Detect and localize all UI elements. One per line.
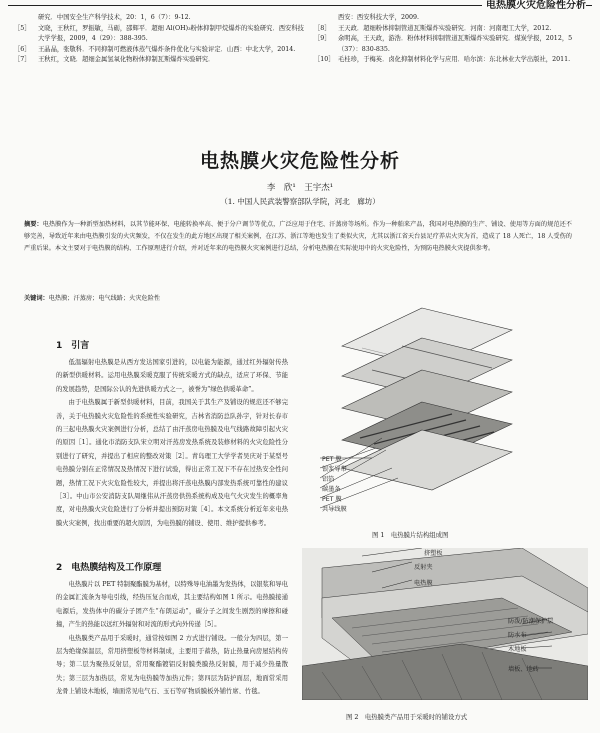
figure1-caption: 图 1 电热膜片结构组成图: [372, 531, 449, 539]
reference-item: ［8］ 王天政．超细粉体抑制管道瓦斯爆炸实验研究．河南：河南理工大学，2012.: [314, 24, 552, 32]
paper-title: 电热膜火灾危险性分析: [199, 150, 400, 172]
references-left-column: [14, 13, 304, 66]
running-title: 电热膜火灾危险性分析: [482, 0, 586, 11]
figure1-label: 碳墨条: [322, 486, 341, 493]
author-affiliation: （1. 中国人民武装警察部队学院，河北 廊坊）: [220, 197, 380, 206]
keywords-label: 关键词：: [24, 295, 49, 302]
running-header: [0, 0, 600, 11]
references-right-column: [314, 13, 586, 66]
figure2-label: 木地板: [508, 646, 527, 653]
intro-body: [56, 356, 288, 530]
body-paragraph: 低温辐射电热膜是从西方发达国家引进的，以电能为能源，通过红外辐射传热的新型供暖材料。运用电热膜采暖克服了传统采暖方式的缺点，适应了环保、节能的发展趋势，是国际公认的先进供暖方式之一，被誉为“绿色供暖革命”。: [56, 359, 288, 393]
figure2-label: 电热膜: [414, 580, 433, 587]
reference-item: ［6］ 王晶晶，张敬科．不同抑制可燃液体蒸气爆炸条件优化与实验评定．山西：中北大学，2014.: [14, 45, 296, 53]
section-heading-structure: 2 电热膜结构及工作原理: [56, 563, 162, 573]
reference-item: ［9］ 余明高，王天政，游浩．粉体材料抑制管道瓦斯爆炸实验研究．煤炭学报，2012，5（37）：830-835.: [314, 35, 573, 53]
body-paragraph: 电热膜类产品用于采暖时，通常按如图 2 方式进行铺设。一般分为四层，第一层为绝缘保温层，常用挤塑板等材料制成，主要用于蓄热，防止热量向房屋结构传导；第二层为聚热反射层，常用聚酯镀铝反射膜类膜热反射膜，用于减少热量散失；第三层为加热层，常见为电热膜等加热元件；第四层为防护面层，地面常采用龙骨上铺设木地板，墙面常见电气石、玉石等矿物质膜板外铺竹席、竹毯。: [56, 634, 288, 696]
figure2-label: 防水布: [508, 632, 527, 639]
figure1-label: 共导线膜: [322, 506, 347, 513]
paper-authors: 李 欣¹ 王宇杰¹: [266, 183, 334, 193]
figure2-label: 防泼/防潮保护层: [508, 618, 554, 625]
figure2-label: 挤塑板: [424, 550, 443, 557]
reference-item: 研究．中国安全生产科学技术，20：1，6（7）：9-12.: [38, 14, 191, 21]
figure1-label: PET 膜: [322, 496, 342, 503]
reference-item: 西安：西安科技大学，2009.: [338, 14, 419, 21]
figure1-label: 银浆导带: [322, 466, 347, 473]
figure1-label: PET 膜: [322, 456, 342, 463]
figure2-label: 反射夹: [414, 564, 433, 571]
figure2-caption: 图 2 电热膜类产品用于采暖时的铺设方式: [346, 713, 468, 721]
figure2-label: 墙板、地砖: [508, 666, 539, 673]
structure-body: [56, 578, 288, 699]
abstract: [24, 219, 572, 254]
keywords-text: 电热膜；汗蒸房；电气线路；火灾危险性: [48, 295, 161, 302]
reference-item: ［10］ 毛桂珍，于梅英．卤化抑制材料化学与应用．哈尔滨：东北林业大学出版社，2011.: [314, 56, 571, 63]
reference-item: ［5］ 文晓，王秋红，罗振敏，马砺，邵辉平．超细 Al(OH)₃粉体抑制甲烷爆炸的实验研究．西安科技大学学报，2009，4（29）：388-395.: [14, 24, 304, 42]
body-paragraph: 由于电热膜属于新型供暖材料，目前，我国关于其生产及铺设的规范还不够完善，关于电热膜火灾危险性的系统性实验研究，吉林省消防总队孙宇，针对长春市的三起电热膜火灾案例进行分析，总结了由汗蒸房电热膜及电气线路故障引起火灾的原因［1］。通化市消防支队宋立明对汗蒸房发热系统及装修材料的火灾危险性分别进行了研究，并提出了相应的整改对策［2］。青岛理工大学学者吴庆对于某型号电热膜分别在正常情况及热情况下进行试验，得出正常工况下不存在过热安全性问题，热情工况下火灾危险性较大，并提出将汗蒸电热膜内部发热系统可靠性的建议［3］。中山市公安消防支队周继伟从汗蒸房供热系统构成及电气火灾发生的概率角度，对电热膜火灾危险进行了分析并提出预防对策［4］。本文系统分析近年来电热膜火灾案例，找出重要的超火原因，为电热膜的铺设、使用、维护提供参考。: [56, 399, 288, 527]
reference-item: ［7］ 王秋红，文晓．超细金属氢氧化物粉体抑制瓦斯爆炸实验研究．: [14, 56, 215, 63]
section-heading-intro: 1 引言: [56, 341, 90, 351]
abstract-text: 电热膜作为一种新型加热材料，以其节能环保、电能转换率高、便于分户调节等优点，广泛应用于住宅、汗蒸房等场所。作为一种舶来产品，我国对电热膜的生产、铺设、使用等方面的规范还不够完善，导致近年来由电热膜引发的火灾频发，不仅在发生的此方地区出现了相关案例，在江苏、浙江等地也发生了类似火灾，尤其以浙江省天台县足疗养店火灾为首，造成了 18 人死亡，18 人受伤的严重后果。本文主要对于电热膜的结构、工作原理进行介绍，并对近年来的电热膜火灾案例进行总结，分析电热膜在实际使用中的火灾危险性，为预防电热膜火灾提供参考。: [24, 221, 572, 252]
figure1-layer-diagram: [302, 298, 588, 520]
abstract-label: 摘要：: [24, 221, 43, 228]
body-paragraph: 电热膜片以 PET 特制聚酯膜为基材，以特殊导电油墨为发热体，以银浆和导电的金属汇流条为导电引线，经热压复合而成，其主要结构如图 1 所示。电热膜接通电源后，发热体中的碳分子团产生“布朗运动”，碳分子之间发生剧烈的摩擦和碰撞，产生的热能以远红外辐射和对流的形式向外传递［5］。: [56, 581, 288, 629]
figure1-label: 铝箔: [322, 476, 335, 483]
